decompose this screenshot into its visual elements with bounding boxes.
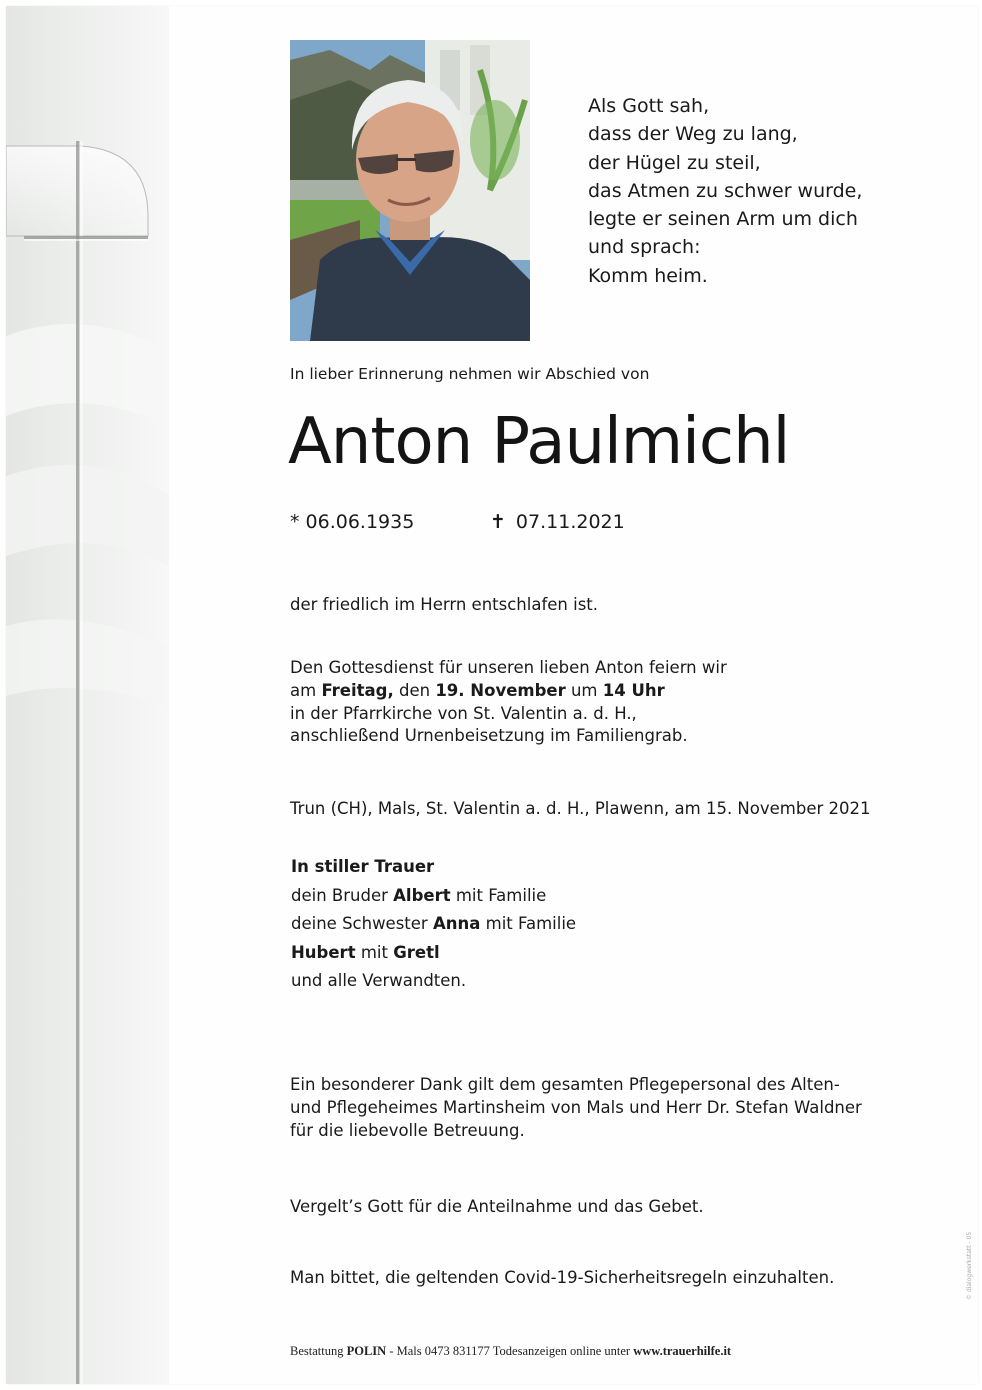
cross-icon	[6, 6, 169, 1384]
mourner-line	[291, 939, 576, 968]
thanks-line: Ein besonderer Dank gilt dem gesamten Pflegepersonal des Alten-	[290, 1075, 840, 1094]
service-date: 19. November	[435, 680, 566, 700]
text: um	[565, 680, 603, 700]
funeral-home-name: POLIN	[346, 1344, 387, 1358]
mourner-line: und alle Verwandten.	[291, 971, 467, 991]
text: am	[290, 680, 322, 700]
service-line: Den Gottesdienst für unseren lieben Anton feiern wir	[290, 658, 727, 677]
poem-line: und sprach:	[588, 236, 701, 259]
tiny-print: © dialogwerkstatt - 05	[966, 1231, 973, 1300]
website-link[interactable]: www.trauerhilfe.it	[633, 1344, 732, 1358]
text: den	[393, 680, 436, 700]
mourner-name: Gretl	[393, 942, 440, 962]
text: mit	[355, 942, 394, 962]
mourner-line	[291, 910, 576, 939]
mourner-name: Anna	[432, 914, 481, 934]
covid-notice: Man bittet, die geltenden Covid-19-Sicherheitsregeln einzuhalten.	[290, 1268, 835, 1287]
poem	[588, 92, 862, 290]
mourners-heading	[291, 853, 576, 882]
service-line: in der Pfarrkirche von St. Valentin a. d. H.,	[290, 703, 637, 723]
mourner-line	[291, 882, 576, 911]
text: mit Familie	[450, 885, 547, 905]
service-day: Freitag,	[321, 680, 394, 700]
place-date: Trun (CH), Mals, St. Valentin a. d. H., Plawenn, am 15. November 2021	[290, 799, 871, 818]
heading: In stiller Trauer	[291, 857, 435, 876]
poem-line: der Hügel zu steil,	[588, 151, 761, 174]
death-date-group	[490, 511, 625, 533]
poem-line: das Atmen zu schwer wurde,	[588, 179, 863, 202]
text: mit Familie	[480, 914, 577, 934]
portrait-photo	[290, 40, 530, 341]
poem-line: Komm heim.	[588, 264, 708, 287]
death-cross-icon: ✝	[490, 511, 506, 533]
passing-line: der friedlich im Herrn entschlafen ist.	[290, 595, 599, 614]
decorative-sidebar	[6, 6, 169, 1384]
poem-line: legte er seinen Arm um dich	[588, 208, 858, 231]
mourner-name: Albert	[393, 885, 451, 905]
thanks-text	[290, 1074, 862, 1142]
poem-line: Als Gott sah,	[588, 95, 710, 117]
service-line-date	[290, 680, 727, 703]
text: - Mals 0473 831177 Todesanzeigen online unter	[386, 1344, 634, 1358]
thanks-line: und Pflegeheimes Martinsheim von Mals und Herr Dr. Stefan Waldner	[290, 1097, 862, 1117]
text: dein Bruder	[291, 885, 394, 905]
life-dates	[290, 511, 625, 533]
death-date: 07.11.2021	[515, 511, 625, 533]
mourners-list	[291, 853, 576, 996]
service-line: anschließend Urnenbeisetzung im Familiengrab.	[290, 726, 688, 746]
deceased-name: Anton Paulmichl	[288, 405, 790, 479]
intro-text: In lieber Erinnerung nehmen wir Abschied von	[290, 365, 650, 383]
thanks-line: für die liebevolle Betreuung.	[290, 1120, 525, 1140]
mourner-name: Hubert	[291, 942, 356, 962]
footer	[290, 1344, 731, 1359]
text: deine Schwester	[291, 914, 433, 934]
service-time: 14 Uhr	[602, 680, 665, 700]
gratitude-text: Vergelt’s Gott für die Anteilnahme und das Gebet.	[290, 1197, 704, 1216]
text: Bestattung	[290, 1344, 347, 1358]
birth-date: * 06.06.1935	[290, 511, 415, 533]
poem-line: dass der Weg zu lang,	[588, 123, 798, 146]
service-info	[290, 657, 727, 748]
